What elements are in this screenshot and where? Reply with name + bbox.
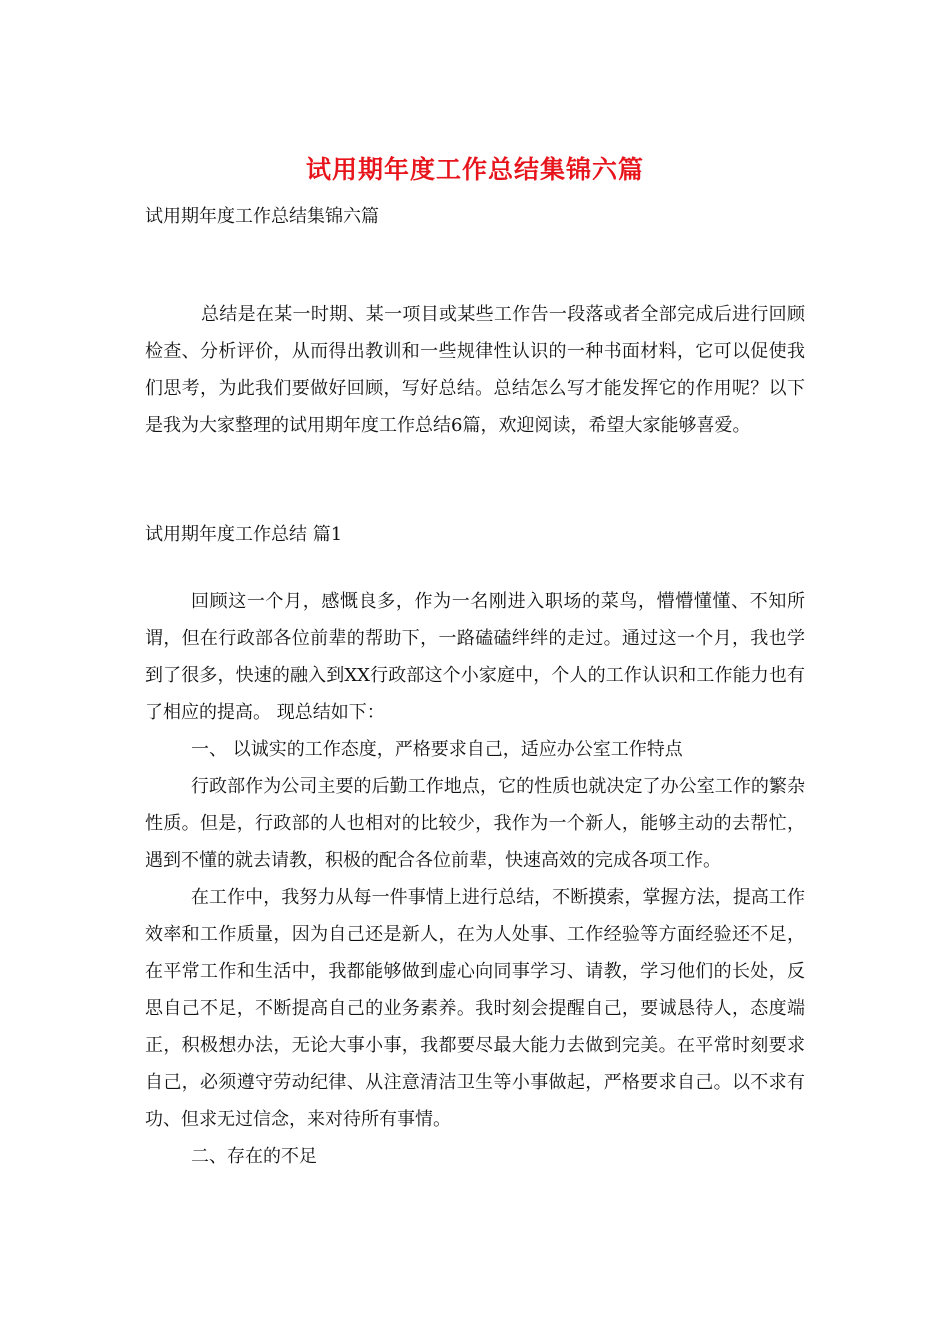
content-block (145, 583, 805, 1175)
content-paragraph: 行政部作为公司主要的后勤工作地点，它的性质也就决定了办公室工作的繁杂性质。但是，行政部的人也相对的比较少，我作为一个新人，能够主动的去帮忙，遇到不懂的就去请教，积极的配合各位前辈，快速高效的完成各项工作。 (145, 776, 805, 871)
section-heading: 试用期年度工作总结 篇1 (145, 524, 343, 545)
content-paragraph: 在工作中，我努力从每一件事情上进行总结，不断摸索，掌握方法，提高工作效率和工作质量，因为自己还是新人，在为人处事、工作经验等方面经验还不足，在平常工作和生活中，我都能够做到虚心向同事学习、请教，学习他们的长处，反思自己不足，不断提高自己的业务素养。我时刻会提醒自己，要诚恳待人，态度端正，积极想办法，无论大事小事，我都要尽最大能力去做到完美。在平常时刻要求自己，必须遵守劳动纪律、从注意清洁卫生等小事做起，严格要求自己。以不求有功、但求无过信念，来对待所有事情。 (145, 887, 805, 1130)
content-paragraph: 一、 以诚实的工作态度，严格要求自己，适应办公室工作特点 (191, 739, 683, 760)
document-subtitle: 试用期年度工作总结集锦六篇 (145, 206, 379, 227)
intro-block (145, 296, 805, 444)
content-paragraph: 二、存在的不足 (191, 1146, 317, 1167)
intro-paragraph: 总结是在某一时期、某一项目或某些工作告一段落或者全部完成后进行回顾检查、分析评价，从而得出教训和一些规律性认识的一种书面材料，它可以促使我们思考，为此我们要做好回顾，写好总结。总结怎么写才能发挥它的作用呢？以下是我为大家整理的试用期年度工作总结6篇，欢迎阅读，希望大家能够喜爱。 (145, 304, 805, 436)
document-title: 试用期年度工作总结集锦六篇 (305, 155, 644, 184)
content-paragraph: 回顾这一个月，感慨良多，作为一名刚进入职场的菜鸟，懵懵懂懂、不知所谓，但在行政部各位前辈的帮助下，一路磕磕绊绊的走过。通过这一个月，我也学到了很多，快速的融入到XX行政部这个小家庭中，个人的工作认识和工作能力也有了相应的提高。 现总结如下： (145, 591, 805, 723)
